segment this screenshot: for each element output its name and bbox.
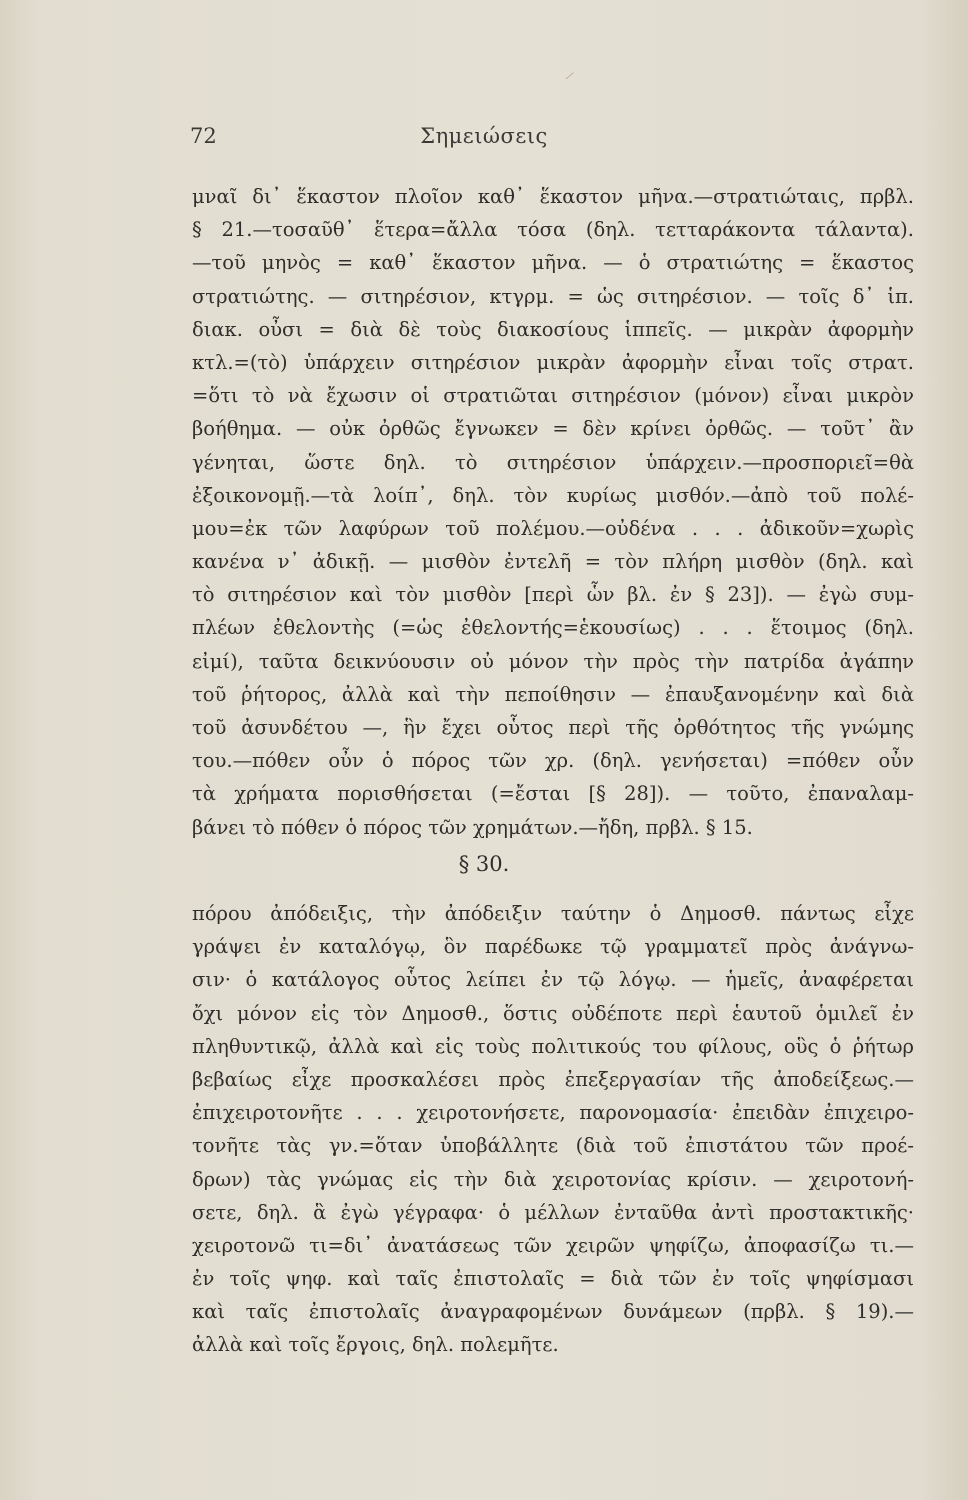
text-line: βεβαίως εἶχε προσκαλέσει πρὸς ἐπεξεργασίαν τῆς ἀποδείξεως.—: [192, 1067, 914, 1091]
text-line: κτλ.=(τὸ) ὑπάρχειν σιτηρέσιον μικρὰν ἀφορμὴν εἶναι τοῖς στρατ.: [192, 350, 914, 374]
section-heading: § 30.: [458, 852, 510, 876]
text-line: ἐπιχειροτονῆτε . . . χειροτονήσετε, παρονομασία· ἐπειδὰν ἐπιχειρο-: [192, 1101, 914, 1125]
text-line: ἀλλὰ καὶ τοῖς ἔργοις, δηλ. πολεμῆτε.: [192, 1333, 559, 1357]
running-title: Σημειώσεις: [420, 124, 548, 148]
text-line: πόρου ἀπόδειξις, τὴν ἀπόδειξιν ταύτην ὁ Δημοσθ. πάντως εἶχε: [192, 902, 914, 925]
text-line: εἰμί), ταῦτα δεικνύουσιν οὐ μόνον τὴν πρὸς τὴν πατρίδα ἀγάπην: [192, 649, 914, 673]
text-line: μναῖ δι᾽ ἕκαστον πλοῖον καθ᾽ ἕκαστον μῆνα.—στρατιώταις, πρβλ.: [192, 185, 914, 208]
text-line: ἐξοικονομῇ.—τὰ λοίπ᾽, δηλ. τὸν κυρίως μισθόν.—ἀπὸ τοῦ πολέ-: [192, 483, 914, 507]
notes-paragraph-1: [192, 180, 914, 844]
text-line: μου=ἐκ τῶν λαφύρων τοῦ πολέμου.—οὐδένα . . . ἀδικοῦν=χωρὶς: [192, 516, 914, 540]
text-line: τὰ χρήματα πορισθήσεται (=ἔσται [§ 28]). — τοῦτο, ἐπαναλαμ-: [192, 782, 914, 806]
text-line: —τοῦ μηνὸς = καθ᾽ ἕκαστον μῆνα. — ὁ στρατιώτης = ἕκαστος: [192, 251, 914, 275]
text-line: γράψει ἐν καταλόγῳ, ὃν παρέδωκε τῷ γραμματεῖ πρὸς ἀνάγνω-: [192, 935, 914, 959]
text-line: πληθυντικῷ, ἀλλὰ καὶ εἰς τοὺς πολιτικούς του φίλους, οὓς ὁ ῥήτωρ: [192, 1034, 914, 1058]
page-header: [0, 124, 968, 154]
text-line: § 21.—τοσαῦθ᾽ ἕτερα=ἄλλα τόσα (δηλ. τετταράκοντα τάλαντα).: [192, 218, 914, 242]
text-line: δρων) τὰς γνώμας εἰς τὴν διὰ χειροτονίας κρίσιν. — χειροτονή-: [192, 1167, 914, 1191]
text-line: =ὅτι τὸ νὰ ἔχωσιν οἱ στρατιῶται σιτηρέσιον (μόνον) εἶναι μικρὸν: [192, 384, 914, 408]
text-line: στρατιώτης. — σιτηρέσιον, κτγρμ. = ὡς σιτηρέσιον. — τοῖς δ᾽ ἱπ.: [192, 284, 914, 308]
text-line: βάνει τὸ πόθεν ὁ πόρος τῶν χρημάτων.—ἤδη, πρβλ. § 15.: [192, 815, 753, 839]
page-number: 72: [190, 124, 217, 148]
text-line: καὶ ταῖς ἐπιστολαῖς ἀναγραφομένων δυνάμεων (πρβλ. § 19).—: [192, 1300, 914, 1324]
text-line: τοῦ ἀσυνδέτου —, ἣν ἔχει οὗτος περὶ τῆς ὀρθότητος τῆς γνώμης: [192, 716, 914, 739]
text-line: τοῦ ῥήτορος, ἀλλὰ καὶ τὴν πεποίθησιν — ἐπαυξανομένην καὶ διὰ: [192, 682, 914, 706]
text-line: ἐν τοῖς ψηφ. καὶ ταῖς ἐπιστολαῖς = διὰ τῶν ἐν τοῖς ψηφίσμασι: [192, 1267, 914, 1291]
text-line: βοήθημα. — οὐκ ὀρθῶς ἔγνωκεν = δὲν κρίνει ὀρθῶς. — τοῦτ᾽ ἂν: [192, 417, 914, 441]
text-line: χειροτονῶ τι=δι᾽ ἀνατάσεως τῶν χειρῶν ψηφίζω, ἀποφασίζω τι.—: [192, 1233, 914, 1257]
text-line: σιν· ὁ κατάλογος οὗτος λείπει ἐν τῷ λόγῳ. — ἡμεῖς, ἀναφέρεται: [192, 968, 914, 992]
notes-paragraph-2: [192, 897, 914, 1362]
text-line: ὄχι μόνον εἰς τὸν Δημοσθ., ὅστις οὐδέποτε περὶ ἑαυτοῦ ὁμιλεῖ ἐν: [192, 1001, 914, 1025]
text-line: γένηται, ὥστε δηλ. τὸ σιτηρέσιον ὑπάρχειν.—προσποριεῖ=θὰ: [192, 450, 914, 474]
text-line: τονῆτε τὰς γν.=ὅταν ὑποβάλλητε (διὰ τοῦ ἐπιστάτου τῶν προέ-: [192, 1134, 914, 1158]
text-line: του.—πόθεν οὖν ὁ πόρος τῶν χρ. (δηλ. γενήσεται) =πόθεν οὖν: [192, 749, 914, 773]
text-line: πλέων ἐθελοντὴς (=ὡς ἐθελοντής=ἑκουσίως) . . . ἕτοιμος (δηλ.: [192, 616, 914, 640]
pencil-mark: [566, 72, 581, 87]
text-line: διακ. οὖσι = διὰ δὲ τοὺς διακοσίους ἱππεῖς. — μικρὰν ἀφορμὴν: [192, 317, 914, 341]
text-line: σετε, δηλ. ἃ ἐγὼ γέγραφα· ὁ μέλλων ἐνταῦθα ἀντὶ προστακτικῆς·: [192, 1200, 914, 1224]
text-line: κανένα ν᾽ ἀδικῇ. — μισθὸν ἐντελῆ = τὸν πλήρη μισθὸν (δηλ. καὶ: [192, 550, 914, 574]
text-line: τὸ σιτηρέσιον καὶ τὸν μισθὸν [περὶ ὧν βλ. ἐν § 23]). — ἐγὼ συμ-: [192, 583, 914, 607]
